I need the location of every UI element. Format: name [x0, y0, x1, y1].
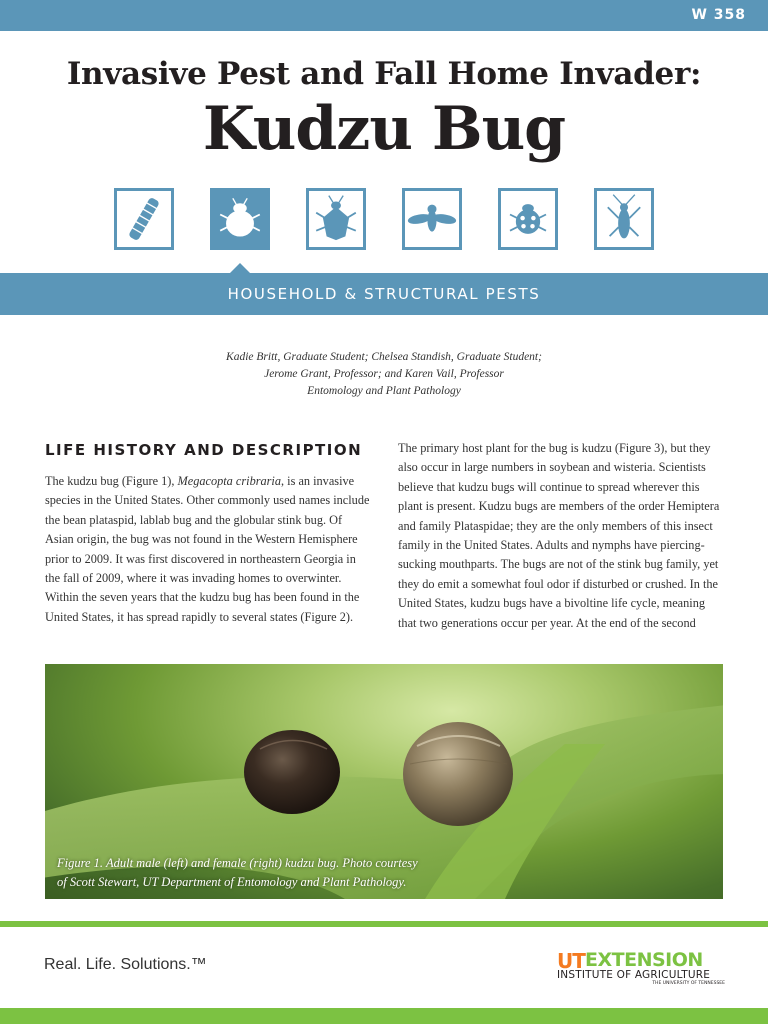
bottom-bar [0, 1008, 768, 1024]
right-column-text: The primary host plant for the bug is kudzu (Figure 3), but they also occur in large numbers in soybean and wisteria. Scientists believe that kudzu bugs will continue to spread wherever this plant is present. Kudzu bugs are members of the order Hemiptera and family Plataspidae; they are the only members of this insect family in the United States. Adults and nymphs have piercing-sucking mouthparts. The bugs are not of the stink bug family, yet they do emit a somewhat foul odor if disturbed or crushed. In the United States, kudzu bugs have a bivoltine life cycle, meaning that two generations occur per year. At the end of the second [398, 441, 720, 630]
bed-bug-icon [210, 188, 270, 250]
left-text-part-1: The kudzu bug (Figure 1), [45, 474, 178, 488]
section-heading: LIFE HISTORY AND DESCRIPTION [45, 441, 363, 459]
footer-divider [0, 921, 768, 927]
cricket-icon [594, 188, 654, 250]
beetle-icon [498, 188, 558, 250]
caption-line-2: of Scott Stewart, UT Department of Entomology and Plant Pathology. [57, 875, 407, 889]
caption-line-1: Figure 1. Adult male (left) and female (right) kudzu bug. Photo courtesy [57, 856, 418, 870]
authors [0, 349, 768, 400]
authors-line-2: Jerome Grant, Professor; and Karen Vail, Professor [264, 368, 504, 380]
logo-extension: EXTENSION [585, 949, 703, 971]
tagline: Real. Life. Solutions.™ [44, 956, 207, 973]
left-column-text [45, 472, 370, 627]
figure-1-photo [45, 664, 723, 899]
termite-icon [114, 188, 174, 250]
active-icon-pointer [230, 263, 250, 273]
logo-institute: INSTITUTE OF AGRICULTURE [557, 969, 711, 981]
category-label: HOUSEHOLD & STRUCTURAL PESTS [227, 285, 541, 303]
pest-category-icons [114, 188, 654, 254]
authors-line-3: Entomology and Plant Pathology [307, 385, 461, 397]
title-subtitle: Invasive Pest and Fall Home Invader: [66, 56, 702, 92]
figure-caption [57, 854, 497, 892]
publication-number: W 358 [691, 7, 746, 23]
species-name: Megacopta cribraria [177, 474, 282, 488]
page-title: Kudzu Bug [202, 94, 566, 164]
ut-extension-logo[interactable] [557, 950, 727, 986]
left-text-part-2: , is an invasive species in the United States. Other commonly used names include the bean plataspid, lablab bug and the globular stink bug. Of Asian origin, the bug was not found in the Western Hemisphere prior to 2009. It was first discovered in northeastern Georgia in the fall of 2009, where it was invading homes to overwinter. Within the seven years that the kudzu bug has been found in the United States, it has spread rapidly to several states (Figure 2). [45, 474, 370, 624]
category-banner [0, 273, 768, 315]
fly-icon [402, 188, 462, 250]
stink-bug-icon [306, 188, 366, 250]
logo-ut: UT [557, 949, 585, 973]
top-bar [0, 0, 768, 31]
authors-line-1: Kadie Britt, Graduate Student; Chelsea Standish, Graduate Student; [226, 351, 542, 363]
logo-university: THE UNIVERSITY OF TENNESSEE [652, 981, 725, 986]
